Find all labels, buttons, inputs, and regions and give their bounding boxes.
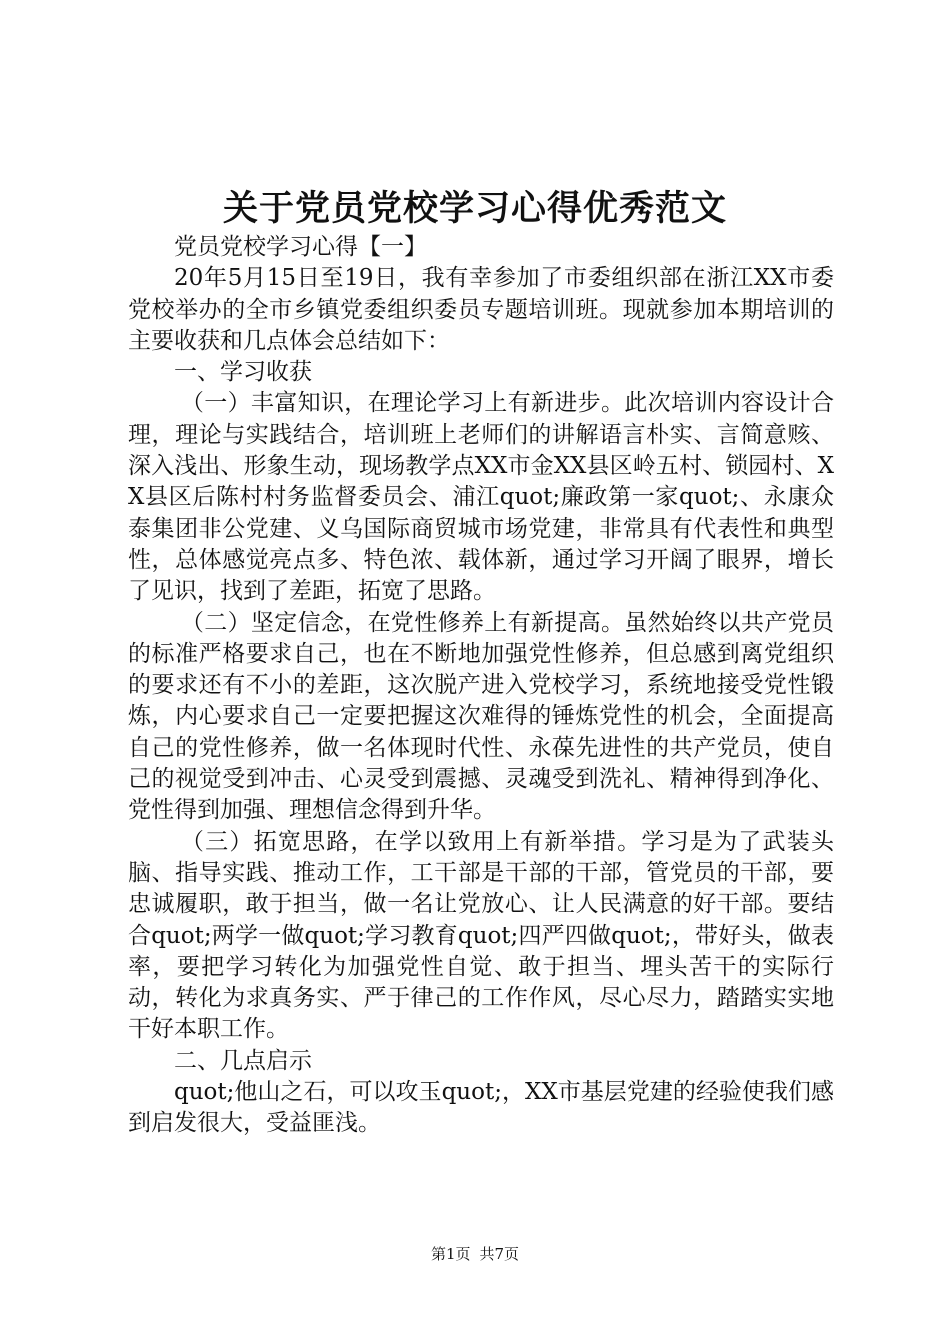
page-total: 共7页 [479, 1245, 520, 1263]
page-number: 第1页 [430, 1245, 471, 1263]
paragraph-insight-one: quot;他山之石，可以攻玉quot;，XX市基层党建的经验使我们感到启发很大，受益匪浅。 [128, 1079, 834, 1137]
intro-paragraph: 20年5月15日至19日，我有幸参加了市委组织部在浙江XX市委党校举办的全市乡镇党委组织委员专题培训班。现就参加本期培训的主要收获和几点体会总结如下： [128, 265, 834, 354]
page-footer [0, 1242, 950, 1266]
document-title: 关于党员党校学习心得优秀范文 [222, 188, 727, 229]
document-body [128, 232, 834, 1140]
paragraph-gain-two: （二）坚定信念，在党性修养上有新提高。虽然始终以共产党员的标准严格要求自己，也在不断地加强党性修养，但总感到离党组织的要求还有不小的差距，这次脱产进入党校学习，系统地接受党性锻炼，内心要求自己一定要把握这次难得的锤炼党性的机会，全面提高自己的党性修养，做一名体现时代性、永葆先进性的共产党员，使自己的视觉受到冲击、心灵受到震撼、灵魂受到洗礼、精神得到净化、党性得到加强、理想信念得到升华。 [128, 609, 834, 824]
paragraph-gain-three: （三）拓宽思路，在学以致用上有新举措。学习是为了武装头脑、指导实践、推动工作，工干部是干部的干部，管党员的干部，要忠诚履职，敢于担当，做一名让党放心、让人民满意的好干部。要结合quot;两学一做quot;学习教育quot;四严四做quot;，带好头，做表率，要把学习转化为加强党性自觉、敢于担当、埋头苦干的实际行动，转化为求真务实、严于律己的工作作风，尽心尽力，踏踏实实地干好本职工作。 [128, 828, 834, 1043]
section-heading-one: 党员党校学习心得【一】 [174, 234, 427, 260]
heading-learning-gains: 一、学习收获 [174, 359, 312, 386]
heading-insights: 二、几点启示 [174, 1047, 312, 1074]
paragraph-gain-one: （一）丰富知识，在理论学习上有新进步。此次培训内容设计合理，理论与实践结合，培训班上老师们的讲解语言朴实、言简意赅、深入浅出、形象生动，现场教学点XX市金XX县区岭五村、锁园村、XX县区后陈村村务监督委员会、浦江quot;廉政第一家quot;、永康众泰集团非公党建、义乌国际商贸城市场党建，非常具有代表性和典型性，总体感觉亮点多、特色浓、载体新，通过学习开阔了眼界，增长了见识，找到了差距，拓宽了思路。 [128, 390, 834, 605]
